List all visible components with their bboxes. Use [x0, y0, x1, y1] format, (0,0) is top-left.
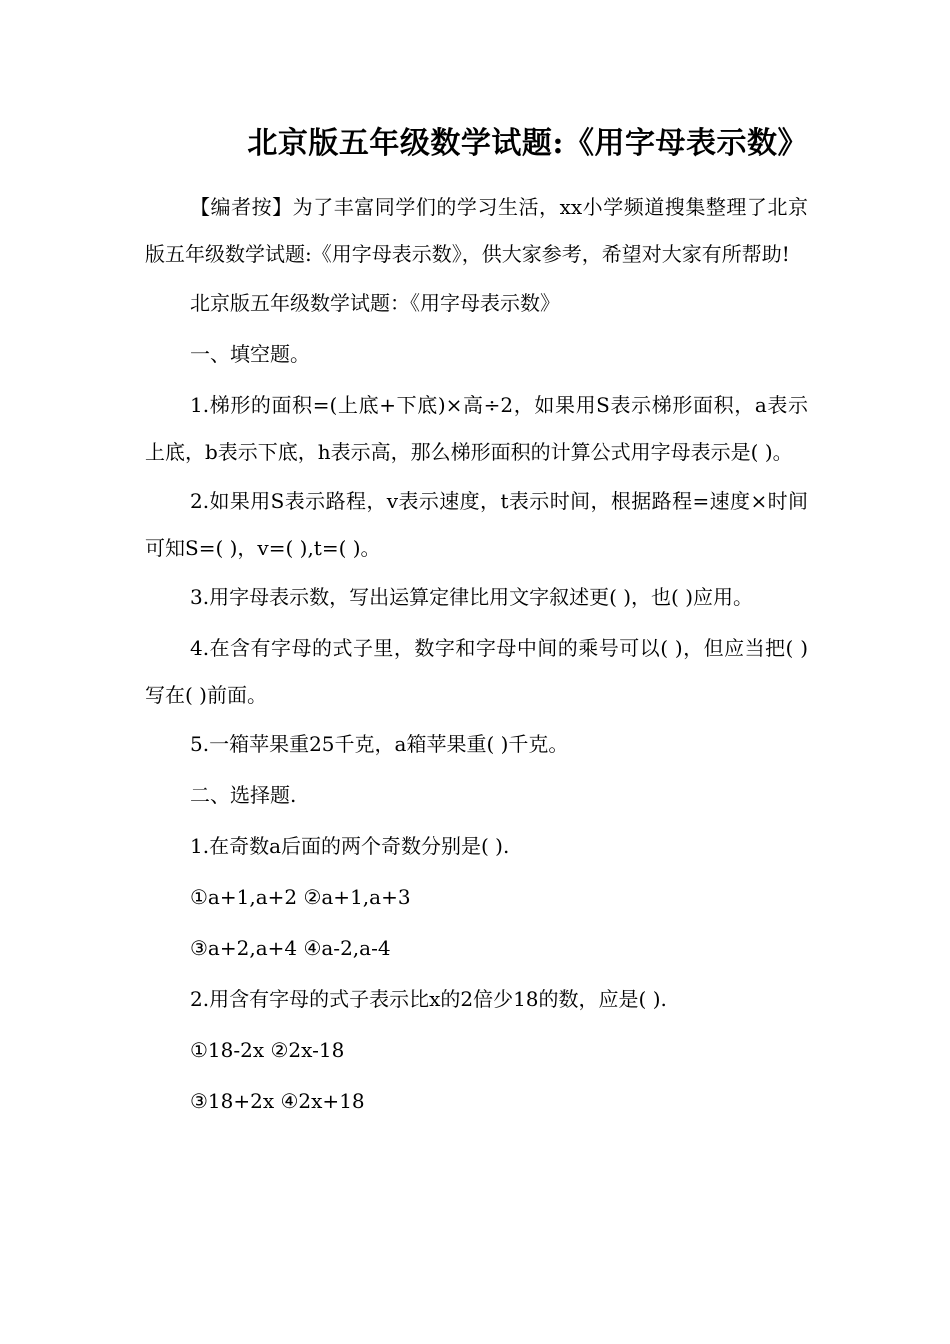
question-choice-2-options-b: ③18+2x ④2x+18 [190, 1089, 365, 1113]
question-fill-5: 5.一箱苹果重25千克，a箱苹果重( )千克。 [190, 732, 569, 756]
question-choice-1-options-b: ③a+2,a+4 ④a-2,a-4 [190, 936, 391, 960]
question-choice-2-options-a: ①18-2x ②2x-18 [190, 1038, 345, 1062]
question-fill-2: 2.如果用S表示路程，v表示速度，t表示时间，根据路程=速度×时间可知S=( )，v=( ),t=( )。 [145, 489, 808, 560]
question-fill-4: 4.在含有字母的式子里，数字和字母中间的乘号可以( )，但应当把( )写在( )前面。 [145, 636, 808, 707]
question-fill-3: 3.用字母表示数，写出运算定律比用文字叙述更( )，也( )应用。 [190, 585, 754, 609]
question-choice-2: 2.用含有字母的式子表示比x的2倍少18的数，应是( ). [190, 987, 667, 1011]
section-heading-choice: 二、选择题. [190, 783, 297, 807]
question-choice-1: 1.在奇数a后面的两个奇数分别是( ). [190, 834, 510, 858]
question-fill-1: 1.梯形的面积=(上底+下底)×高÷2，如果用S表示梯形面积，a表示上底，b表示下底，h表示高，那么梯形面积的计算公式用字母表示是( )。 [145, 393, 808, 464]
section-heading-fill-in: 一、填空题。 [190, 342, 310, 366]
question-choice-1-options-a: ①a+1,a+2 ②a+1,a+3 [190, 885, 411, 909]
intro-paragraph: 【编者按】为了丰富同学们的学习生活，xx小学频道搜集整理了北京版五年级数学试题:《用字母表示数》，供大家参考，希望对大家有所帮助! [145, 195, 808, 266]
document-body [145, 184, 808, 1129]
subtitle-paragraph: 北京版五年级数学试题：《用字母表示数》 [190, 291, 560, 315]
document-title: 北京版五年级数学试题:《用字母表示数》 [247, 126, 808, 161]
